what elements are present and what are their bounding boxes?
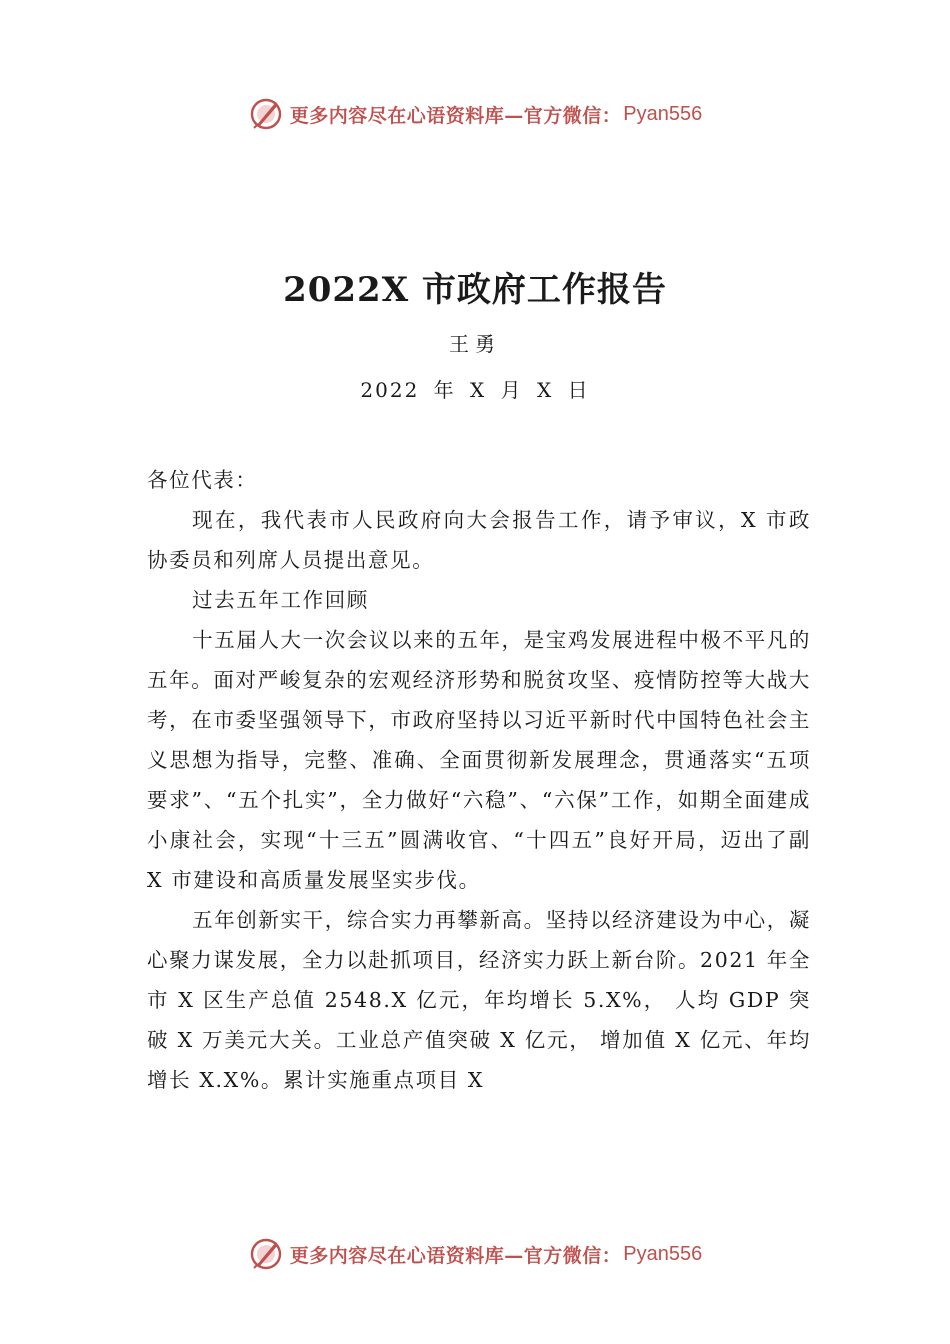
document-author: 王勇 <box>449 332 501 356</box>
document-date: 2022 年 X 月 X 日 <box>360 378 590 402</box>
footer-watermark-banner <box>0 1234 950 1274</box>
banner-text: 更多内容尽在心语资料库—官方微信： <box>289 104 622 127</box>
section-heading: 过去五年工作回顾 <box>192 588 369 612</box>
document-title: 2022X 市政府工作报告 <box>283 270 667 310</box>
banner-wechat-id: Pyan556 <box>623 1242 703 1265</box>
banner-wechat-id: Pyan556 <box>623 102 703 125</box>
header-watermark-banner <box>0 94 950 134</box>
banner-text: 更多内容尽在心语资料库—官方微信： <box>289 1244 622 1267</box>
quill-seal-icon <box>248 1236 284 1272</box>
paragraph: 五年创新实干，综合实力再攀新高。坚持以经济建设为中心，凝心聚力谋发展，全力以赴抓项目，经济实力跃上新台阶。2021 年全市 X 区生产总值 2548.X 亿元，年均增长 5.X%， 人均 GDP 突破 X 万美元大关。工业总产值突破 X 亿元， 增加值 X 亿元、年均增长 X.X%。累计实施重点项目 X <box>147 908 811 1092</box>
paragraph: 十五届人大一次会议以来的五年，是宝鸡发展进程中极不平凡的五年。面对严峻复杂的宏观经济形势和脱贫攻坚、疫情防控等大战大考，在市委坚强领导下，市政府坚持以习近平新时代中国特色社会主义思想为指导，完整、准确、全面贯彻新发展理念，贯通落实“五项要求”、“五个扎实”，全力做好“六稳”、“六保”工作，如期全面建成小康社会，实现“十三五”圆满收官、“十四五”良好开局，迈出了副 X 市建设和高质量发展坚实步伐。 <box>147 628 811 892</box>
document-body <box>147 460 811 1100</box>
salutation: 各位代表： <box>147 468 258 492</box>
paragraph: 现在，我代表市人民政府向大会报告工作，请予审议，X 市政协委员和列席人员提出意见。 <box>147 508 811 572</box>
quill-seal-icon <box>248 96 284 132</box>
